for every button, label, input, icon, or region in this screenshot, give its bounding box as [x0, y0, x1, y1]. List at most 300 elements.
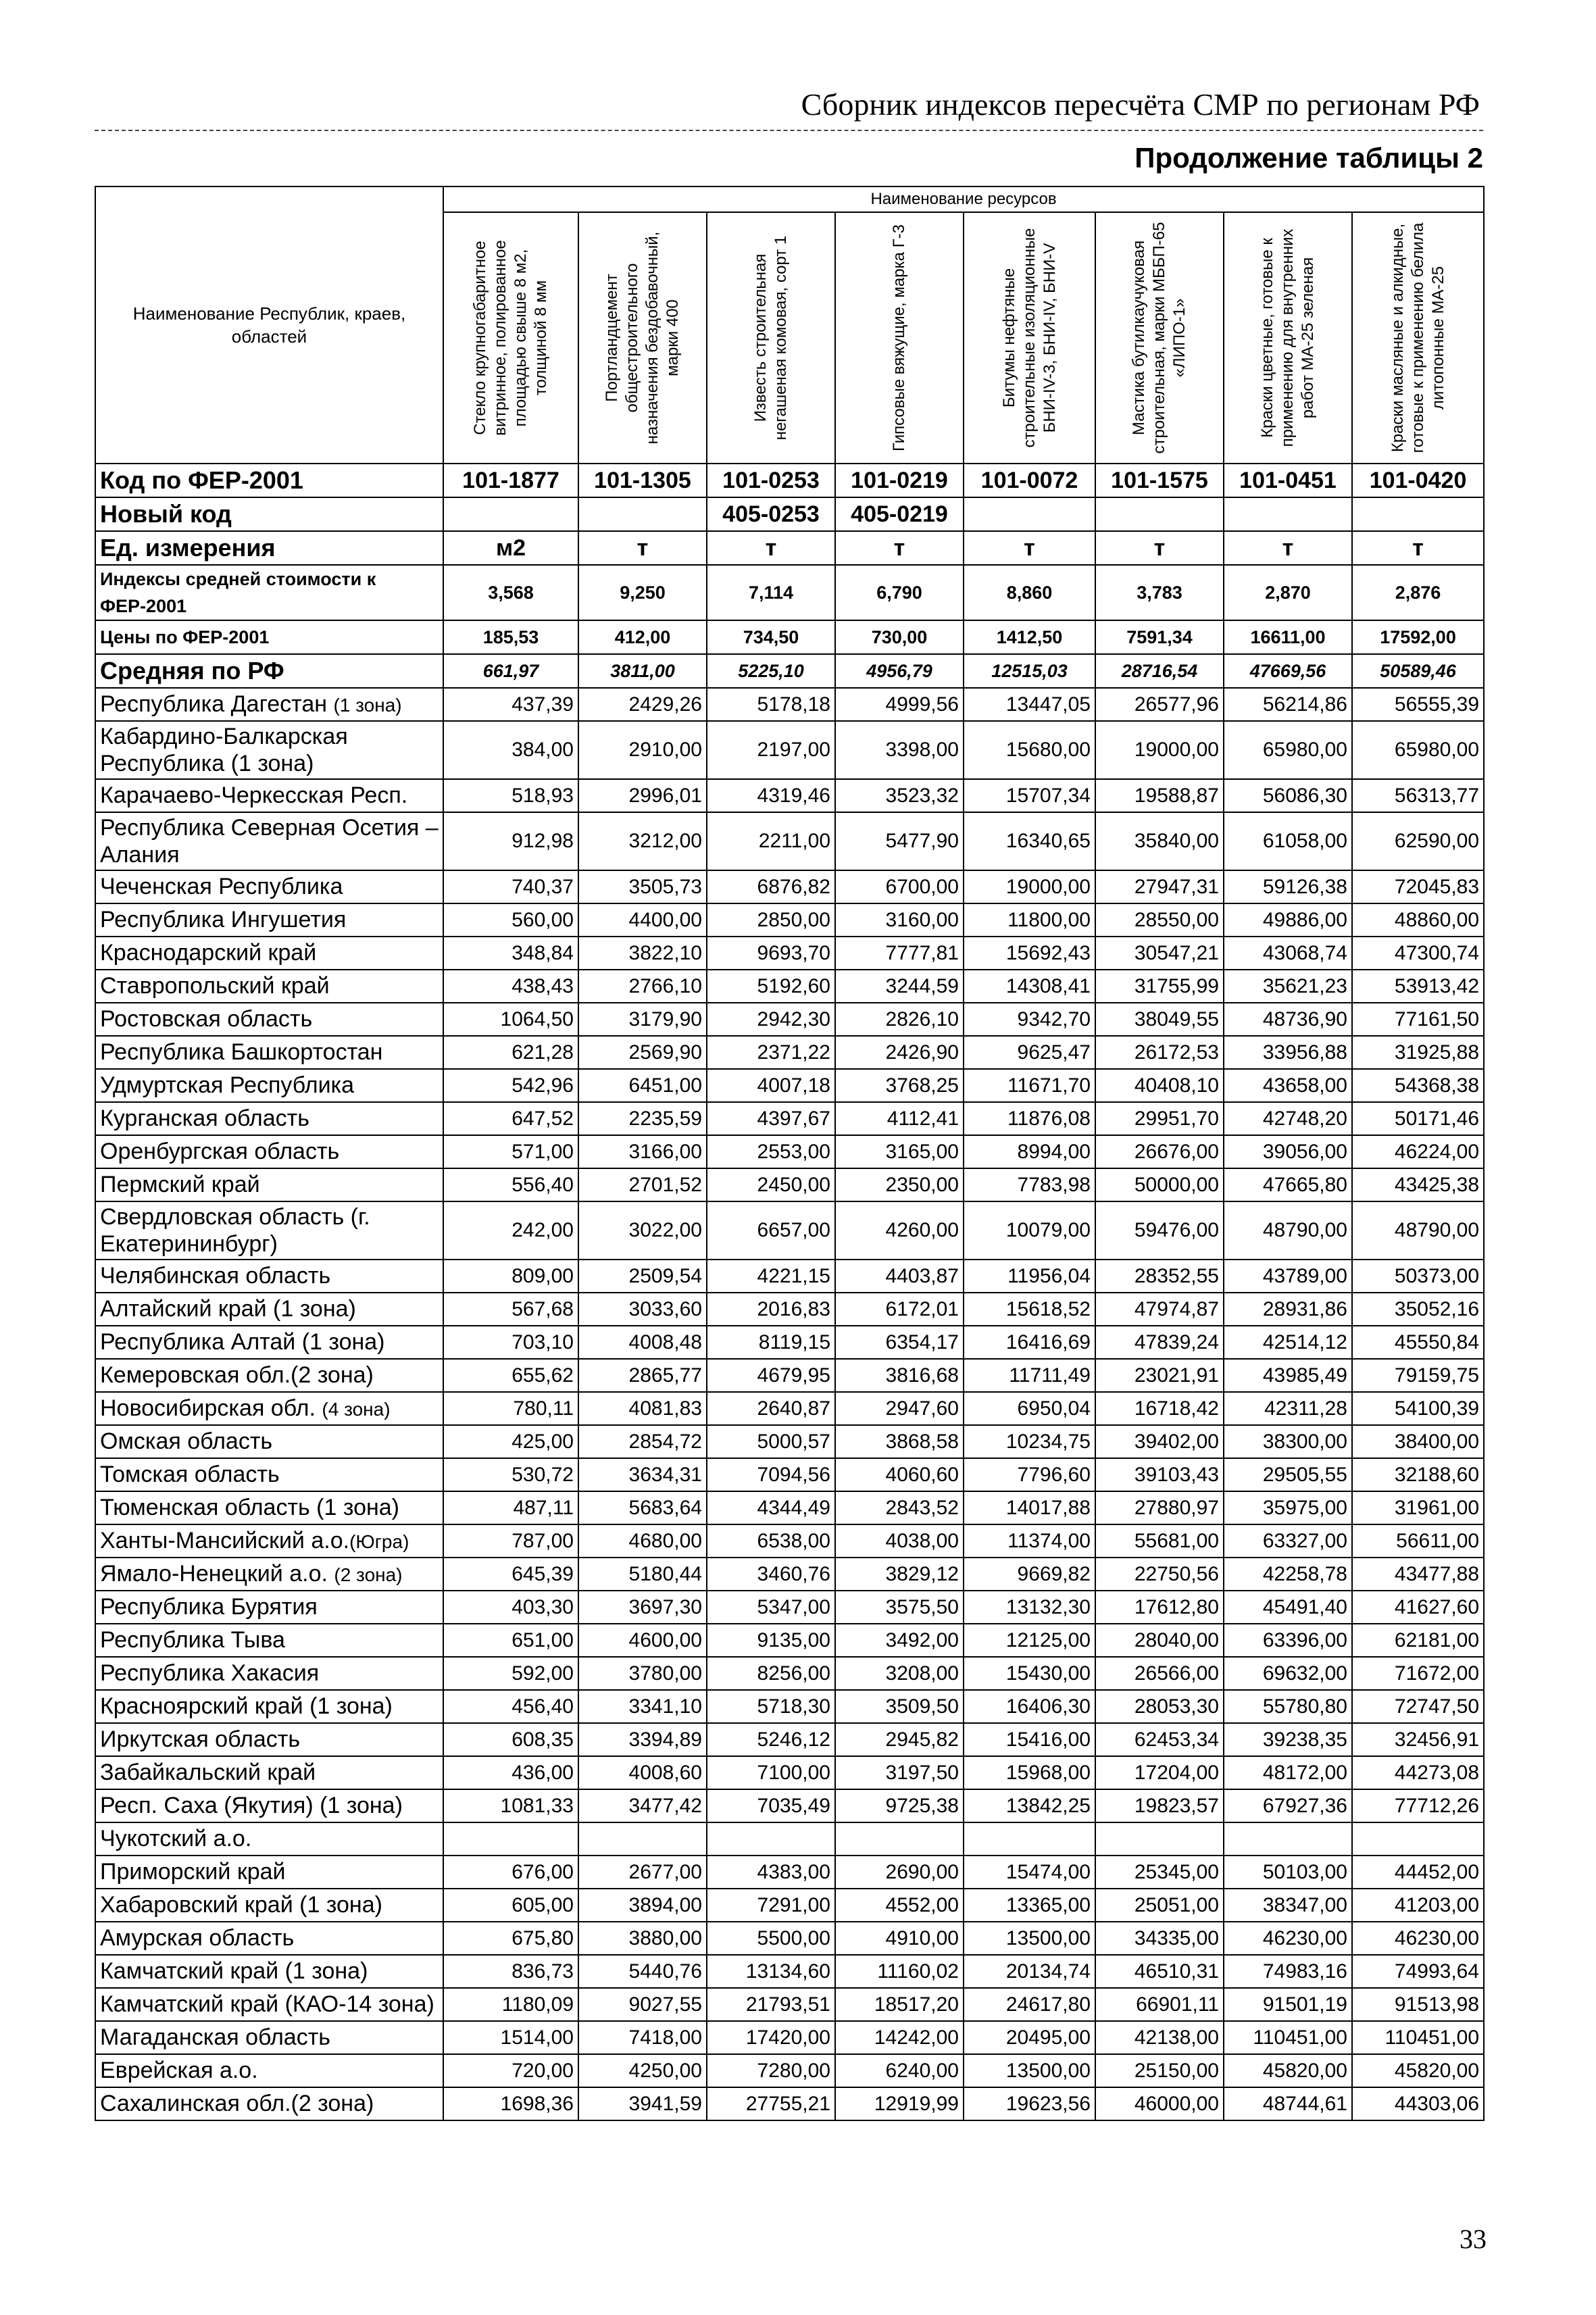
- region-name-cell: [95, 1789, 443, 1822]
- price-cell: 4260,00: [835, 1201, 964, 1260]
- price-cell: 9135,00: [707, 1624, 835, 1657]
- region-name: Амурская область: [100, 1925, 295, 1951]
- price-cell: 26566,00: [1095, 1657, 1224, 1690]
- price-cell: 3697,30: [578, 1591, 707, 1624]
- price-cell: 14308,41: [964, 970, 1095, 1003]
- price-cell: 16718,42: [1095, 1392, 1224, 1425]
- table-row: [95, 1789, 1484, 1822]
- price-cell: 403,30: [443, 1591, 578, 1624]
- price-cell: 33956,88: [1224, 1036, 1352, 1069]
- meta-cell: 101-0219: [835, 464, 964, 497]
- region-name-cell: [95, 1922, 443, 1955]
- price-cell: 63396,00: [1224, 1624, 1352, 1657]
- price-cell: 15968,00: [964, 1756, 1095, 1789]
- meta-cell: т: [578, 531, 707, 565]
- region-name: Приморский край: [100, 1859, 286, 1885]
- region-name-cell: [95, 1069, 443, 1102]
- table-row: [95, 903, 1484, 937]
- price-cell: 74993,64: [1352, 1955, 1484, 1988]
- region-name-cell: [95, 1624, 443, 1657]
- region-zone: (2 зона): [334, 1564, 403, 1585]
- region-name-cell: [95, 1591, 443, 1624]
- price-cell: 4680,00: [578, 1524, 707, 1558]
- table-row: [95, 1201, 1484, 1260]
- price-cell: 48790,00: [1224, 1201, 1352, 1260]
- price-cell: 56214,86: [1224, 688, 1352, 721]
- price-cell: 11876,08: [964, 1102, 1095, 1135]
- region-name: Красноярский край (1 зона): [100, 1693, 393, 1719]
- price-cell: 6538,00: [707, 1524, 835, 1558]
- price-cell: 2854,72: [578, 1425, 707, 1458]
- price-cell: 2211,00: [707, 812, 835, 870]
- region-name-cell: [95, 1491, 443, 1524]
- region-name: Ставропольский край: [100, 973, 330, 999]
- region-name: Кемеровская обл.(2 зона): [100, 1362, 374, 1388]
- price-cell: 4008,48: [578, 1326, 707, 1359]
- price-cell: 17420,00: [707, 2021, 835, 2054]
- region-name-cell: [95, 1524, 443, 1558]
- region-name: Ямало-Ненецкий а.о.: [100, 1561, 334, 1587]
- price-cell: 4007,18: [707, 1069, 835, 1102]
- meta-label: Средняя по РФ: [95, 654, 443, 688]
- region-name: Тюменская область (1 зона): [100, 1495, 399, 1520]
- price-cell: 436,00: [443, 1756, 578, 1789]
- price-cell: 29951,70: [1095, 1102, 1224, 1135]
- price-cell: 47839,24: [1095, 1326, 1224, 1359]
- price-cell: 17204,00: [1095, 1756, 1224, 1789]
- price-cell: 675,80: [443, 1922, 578, 1955]
- price-cell: 46230,00: [1224, 1922, 1352, 1955]
- price-cell: 4344,49: [707, 1491, 835, 1524]
- region-name: Респ. Саха (Якутия) (1 зона): [100, 1793, 403, 1818]
- price-cell: 53913,42: [1352, 970, 1484, 1003]
- table-row: [95, 1558, 1484, 1591]
- table-row: [95, 1036, 1484, 1069]
- price-cell: 44273,08: [1352, 1756, 1484, 1789]
- price-cell: 77712,26: [1352, 1789, 1484, 1822]
- price-cell: 69632,00: [1224, 1657, 1352, 1690]
- price-cell: 3634,31: [578, 1458, 707, 1491]
- price-cell: 3394,89: [578, 1723, 707, 1756]
- price-cell: 2450,00: [707, 1168, 835, 1201]
- price-cell: 3341,10: [578, 1690, 707, 1723]
- meta-label: Ед. измерения: [95, 531, 443, 565]
- region-name: Республика Северная Осетия – Алания: [100, 815, 439, 868]
- price-cell: 787,00: [443, 1524, 578, 1558]
- price-cell: 3816,68: [835, 1359, 964, 1392]
- price-cell: 647,52: [443, 1102, 578, 1135]
- price-cell: 42311,28: [1224, 1392, 1352, 1425]
- price-cell: 3768,25: [835, 1069, 964, 1102]
- price-cell: 2910,00: [578, 721, 707, 779]
- price-cell: 43658,00: [1224, 1069, 1352, 1102]
- price-cell: 11374,00: [964, 1524, 1095, 1558]
- price-cell: 2569,90: [578, 1036, 707, 1069]
- price-cell: 26577,96: [1095, 688, 1224, 721]
- price-cell: 2640,87: [707, 1392, 835, 1425]
- region-name: Камчатский край (КАО-14 зона): [100, 1991, 434, 2017]
- region-name-cell: [95, 1657, 443, 1690]
- price-cell: 5180,44: [578, 1558, 707, 1591]
- price-cell: 9342,70: [964, 1003, 1095, 1036]
- price-cell: 592,00: [443, 1657, 578, 1690]
- price-cell: 12919,99: [835, 2087, 964, 2120]
- price-cell: 61058,00: [1224, 812, 1352, 870]
- price-cell: 3179,90: [578, 1003, 707, 1036]
- meta-row-unit: [95, 531, 1484, 565]
- table-row: [95, 1822, 1484, 1856]
- price-cell: 50373,00: [1352, 1260, 1484, 1293]
- price-cell: 19000,00: [1095, 721, 1224, 779]
- price-cell: 31755,99: [1095, 970, 1224, 1003]
- region-zone: (1 зона): [333, 695, 402, 716]
- price-cell: 24617,80: [964, 1988, 1095, 2021]
- price-cell: 42514,12: [1224, 1326, 1352, 1359]
- resources-group-header: Наименование ресурсов: [443, 186, 1484, 212]
- resource-header-7: [1224, 212, 1352, 464]
- price-cell: 2947,60: [835, 1392, 964, 1425]
- price-cell: 2677,00: [578, 1856, 707, 1889]
- price-cell: 65980,00: [1224, 721, 1352, 779]
- price-cell: 3165,00: [835, 1135, 964, 1168]
- price-cell: 2553,00: [707, 1135, 835, 1168]
- price-cell: 9027,55: [578, 1988, 707, 2021]
- price-cell: 542,96: [443, 1069, 578, 1102]
- region-name: Сахалинская обл.(2 зона): [100, 2091, 374, 2116]
- page-number: 33: [1460, 2224, 1487, 2254]
- price-cell: 54368,38: [1352, 1069, 1484, 1102]
- price-cell: 45491,40: [1224, 1591, 1352, 1624]
- resource-name: Битумы нефтяные строительные изоляционные БНИ-IV-3, БНИ-IV, БНИ-V: [999, 228, 1059, 448]
- table-row: [95, 1168, 1484, 1201]
- price-cell: 3509,50: [835, 1690, 964, 1723]
- price-cell: 17612,80: [1095, 1591, 1224, 1624]
- price-cell: 1698,36: [443, 2087, 578, 2120]
- table-row: [95, 1491, 1484, 1524]
- region-zone: (Югра): [349, 1531, 409, 1552]
- price-cell: 45550,84: [1352, 1326, 1484, 1359]
- meta-cell: 101-1305: [578, 464, 707, 497]
- resource-name: Стекло крупногабаритное витринное, полированное площадью свыше 8 м2, толщиной 8 мм: [471, 240, 550, 436]
- price-cell: 74983,16: [1224, 1955, 1352, 1988]
- price-cell: 348,84: [443, 937, 578, 970]
- price-cell: 59126,38: [1224, 870, 1352, 903]
- price-cell: 28550,00: [1095, 903, 1224, 937]
- price-cell: 16416,69: [964, 1326, 1095, 1359]
- region-name: Республика Ингушетия: [100, 907, 347, 932]
- price-cell: 3244,59: [835, 970, 964, 1003]
- meta-cell: 6,790: [835, 565, 964, 620]
- region-name: Челябинская область: [100, 1263, 331, 1289]
- table-row: [95, 721, 1484, 779]
- price-cell: 28352,55: [1095, 1260, 1224, 1293]
- price-cell: 35621,23: [1224, 970, 1352, 1003]
- region-column-header: Наименование Республик, краев, областей: [95, 186, 443, 464]
- region-name-cell: [95, 1036, 443, 1069]
- price-cell: 43985,49: [1224, 1359, 1352, 1392]
- price-cell: 5347,00: [707, 1591, 835, 1624]
- table-row: [95, 1657, 1484, 1690]
- meta-row-code: [95, 464, 1484, 497]
- price-cell: 6657,00: [707, 1201, 835, 1260]
- table-row: [95, 779, 1484, 812]
- price-cell: 56555,39: [1352, 688, 1484, 721]
- region-name-cell: [95, 1856, 443, 1889]
- meta-cell: 101-1877: [443, 464, 578, 497]
- region-name: Алтайский край (1 зона): [100, 1296, 356, 1322]
- table-row: [95, 1955, 1484, 1988]
- price-cell: 48172,00: [1224, 1756, 1352, 1789]
- region-name: Удмуртская Республика: [100, 1072, 355, 1098]
- price-cell: 59476,00: [1095, 1201, 1224, 1260]
- region-name: Республика Дагестан: [100, 691, 334, 717]
- price-cell: 38049,55: [1095, 1003, 1224, 1036]
- price-cell: 3880,00: [578, 1922, 707, 1955]
- price-cell: 6700,00: [835, 870, 964, 903]
- region-name: Хабаровский край (1 зона): [100, 1892, 382, 1918]
- table-row: [95, 1260, 1484, 1293]
- meta-row-average: [95, 654, 1484, 688]
- header-rule: [95, 130, 1483, 131]
- meta-label: Код по ФЕР-2001: [95, 464, 443, 497]
- price-cell: 3894,00: [578, 1889, 707, 1922]
- price-cell: 50000,00: [1095, 1168, 1224, 1201]
- price-cell: 651,00: [443, 1624, 578, 1657]
- price-cell: 4008,60: [578, 1756, 707, 1789]
- price-cell: 48790,00: [1352, 1201, 1484, 1260]
- price-cell: 22750,56: [1095, 1558, 1224, 1591]
- table-row: [95, 1458, 1484, 1491]
- price-cell: 3941,59: [578, 2087, 707, 2120]
- price-cell: 32188,60: [1352, 1458, 1484, 1491]
- price-cell: 2350,00: [835, 1168, 964, 1201]
- meta-cell: 1412,50: [964, 620, 1095, 654]
- price-cell: 2766,10: [578, 970, 707, 1003]
- meta-cell: 2,876: [1352, 565, 1484, 620]
- price-cell: 3505,73: [578, 870, 707, 903]
- price-cell: 48736,90: [1224, 1003, 1352, 1036]
- price-cell: 26676,00: [1095, 1135, 1224, 1168]
- price-cell: 10079,00: [964, 1201, 1095, 1260]
- meta-row-prices: [95, 620, 1484, 654]
- price-cell: 38347,00: [1224, 1889, 1352, 1922]
- price-cell: 43477,88: [1352, 1558, 1484, 1591]
- price-cell: 46510,31: [1095, 1955, 1224, 1988]
- region-name: Ханты-Мансийский а.о.: [100, 1528, 350, 1553]
- price-cell: 28040,00: [1095, 1624, 1224, 1657]
- price-cell: 15474,00: [964, 1856, 1095, 1889]
- region-name-cell: [95, 1293, 443, 1326]
- price-cell: 9669,82: [964, 1558, 1095, 1591]
- price-cell: 14017,88: [964, 1491, 1095, 1524]
- table-row: [95, 1069, 1484, 1102]
- price-cell: 39056,00: [1224, 1135, 1352, 1168]
- meta-cell: 730,00: [835, 620, 964, 654]
- region-name-cell: [95, 970, 443, 1003]
- price-cell: 48860,00: [1352, 903, 1484, 937]
- price-cell: 7280,00: [707, 2054, 835, 2087]
- region-name: Краснодарский край: [100, 940, 317, 966]
- price-cell: 7291,00: [707, 1889, 835, 1922]
- price-cell: 3212,00: [578, 812, 707, 870]
- table-row: [95, 1135, 1484, 1168]
- region-name: Республика Бурятия: [100, 1594, 318, 1620]
- price-cell: 912,98: [443, 812, 578, 870]
- price-cell: 5500,00: [707, 1922, 835, 1955]
- meta-cell: 7591,34: [1095, 620, 1224, 654]
- region-name-cell: [95, 937, 443, 970]
- price-cell: 45820,00: [1224, 2054, 1352, 2087]
- region-name: Омская область: [100, 1428, 273, 1454]
- region-name-cell: [95, 1168, 443, 1201]
- table-row: [95, 1102, 1484, 1135]
- price-cell: 5718,30: [707, 1690, 835, 1723]
- meta-cell: [964, 497, 1095, 531]
- price-cell: 809,00: [443, 1260, 578, 1293]
- price-cell: 62453,34: [1095, 1723, 1224, 1756]
- meta-cell: 101-0451: [1224, 464, 1352, 497]
- price-cell: 19823,57: [1095, 1789, 1224, 1822]
- price-cell: 28931,86: [1224, 1293, 1352, 1326]
- meta-cell: [443, 497, 578, 531]
- price-cell: 25150,00: [1095, 2054, 1224, 2087]
- region-name-cell: [95, 1690, 443, 1723]
- price-cell: [964, 1822, 1095, 1856]
- price-cell: 15692,43: [964, 937, 1095, 970]
- price-cell: 110451,00: [1224, 2021, 1352, 2054]
- price-cell: 3868,58: [835, 1425, 964, 1458]
- region-name: Курганская область: [100, 1105, 309, 1131]
- price-cell: 13447,05: [964, 688, 1095, 721]
- resource-name: Портландцемент общестроительного назначения бездобавочный, марки 400: [603, 231, 682, 445]
- price-cell: 4552,00: [835, 1889, 964, 1922]
- region-name-cell: [95, 1558, 443, 1591]
- region-name-cell: [95, 1392, 443, 1425]
- price-cell: 72747,50: [1352, 1690, 1484, 1723]
- price-cell: 38400,00: [1352, 1425, 1484, 1458]
- table-row: [95, 1756, 1484, 1789]
- price-cell: 35840,00: [1095, 812, 1224, 870]
- meta-cell: 405-0219: [835, 497, 964, 531]
- price-cell: 2942,30: [707, 1003, 835, 1036]
- price-cell: 65980,00: [1352, 721, 1484, 779]
- price-cell: 19588,87: [1095, 779, 1224, 812]
- table-row: [95, 1359, 1484, 1392]
- price-cell: 4999,56: [835, 688, 964, 721]
- region-name: Республика Тыва: [100, 1627, 285, 1653]
- price-cell: 4397,67: [707, 1102, 835, 1135]
- meta-cell: [1095, 497, 1224, 531]
- price-cell: [443, 1822, 578, 1856]
- price-cell: 42138,00: [1095, 2021, 1224, 2054]
- meta-row-new-code: [95, 497, 1484, 531]
- price-cell: 7100,00: [707, 1756, 835, 1789]
- price-cell: 44452,00: [1352, 1856, 1484, 1889]
- price-cell: 43425,38: [1352, 1168, 1484, 1201]
- price-cell: 836,73: [443, 1955, 578, 1988]
- price-cell: 56313,77: [1352, 779, 1484, 812]
- price-cell: 45820,00: [1352, 2054, 1484, 2087]
- price-cell: 5178,18: [707, 688, 835, 721]
- region-name-cell: [95, 1889, 443, 1922]
- price-cell: 2371,22: [707, 1036, 835, 1069]
- region-name-cell: [95, 812, 443, 870]
- meta-cell: 17592,00: [1352, 620, 1484, 654]
- table-row: [95, 1922, 1484, 1955]
- table-row: [95, 1856, 1484, 1889]
- price-cell: 3160,00: [835, 903, 964, 937]
- price-cell: 2701,52: [578, 1168, 707, 1201]
- region-name-cell: [95, 903, 443, 937]
- price-cell: 608,35: [443, 1723, 578, 1756]
- meta-label: Новый код: [95, 497, 443, 531]
- resource-name: Краски цветные, готовые к применению для внутренних работ МА-25 зеленая: [1258, 228, 1317, 447]
- resource-name: Краски масляные и алкидные, готовые к применению белила литопонные МА-25: [1388, 222, 1447, 453]
- price-cell: 7035,49: [707, 1789, 835, 1822]
- price-cell: 4679,95: [707, 1359, 835, 1392]
- resource-name: Гипсовые вяжущие, марка Г-3: [890, 224, 908, 451]
- table-row: [95, 1624, 1484, 1657]
- price-cell: 11160,02: [835, 1955, 964, 1988]
- region-name: Чукотский а.о.: [100, 1826, 252, 1851]
- price-cell: 46000,00: [1095, 2087, 1224, 2120]
- region-name-cell: [95, 1102, 443, 1135]
- price-cell: 4221,15: [707, 1260, 835, 1293]
- region-name-cell: [95, 1201, 443, 1260]
- price-cell: 7796,60: [964, 1458, 1095, 1491]
- price-cell: 35052,16: [1352, 1293, 1484, 1326]
- price-cell: 655,62: [443, 1359, 578, 1392]
- region-name-cell: [95, 1359, 443, 1392]
- price-cell: 7783,98: [964, 1168, 1095, 1201]
- price-cell: [707, 1822, 835, 1856]
- region-name-cell: [95, 1326, 443, 1359]
- price-cell: 42748,20: [1224, 1102, 1352, 1135]
- resource-header-8: [1352, 212, 1484, 464]
- price-cell: 9725,38: [835, 1789, 964, 1822]
- price-cell: 2843,52: [835, 1491, 964, 1524]
- meta-cell: 734,50: [707, 620, 835, 654]
- meta-label: Индексы средней стоимости к ФЕР-2001: [95, 565, 443, 620]
- price-cell: 3477,42: [578, 1789, 707, 1822]
- meta-cell: 5225,10: [707, 654, 835, 688]
- price-cell: 41203,00: [1352, 1889, 1484, 1922]
- price-cell: 2865,77: [578, 1359, 707, 1392]
- price-cell: 67927,36: [1224, 1789, 1352, 1822]
- meta-cell: [1352, 497, 1484, 531]
- price-cell: 56611,00: [1352, 1524, 1484, 1558]
- price-cell: 34335,00: [1095, 1922, 1224, 1955]
- region-name-cell: [95, 1003, 443, 1036]
- running-title: Сборник индексов пересчёта СМР по регионам РФ: [801, 87, 1480, 122]
- price-cell: 43789,00: [1224, 1260, 1352, 1293]
- price-cell: 77161,50: [1352, 1003, 1484, 1036]
- region-name: Новосибирская обл.: [100, 1395, 322, 1421]
- price-cell: 20495,00: [964, 2021, 1095, 2054]
- price-cell: 3460,76: [707, 1558, 835, 1591]
- price-cell: 567,68: [443, 1293, 578, 1326]
- region-name-cell: [95, 2054, 443, 2087]
- table-header: [95, 186, 1484, 464]
- price-cell: 79159,75: [1352, 1359, 1484, 1392]
- price-cell: 11671,70: [964, 1069, 1095, 1102]
- price-cell: 2996,01: [578, 779, 707, 812]
- price-cell: 3829,12: [835, 1558, 964, 1591]
- price-cell: 16406,30: [964, 1690, 1095, 1723]
- resource-name: Мастика бутилкаучуковая строительная, марки МББП-65 «ЛИПО-1»: [1130, 222, 1189, 454]
- table-row: [95, 2054, 1484, 2087]
- price-cell: 47974,87: [1095, 1293, 1224, 1326]
